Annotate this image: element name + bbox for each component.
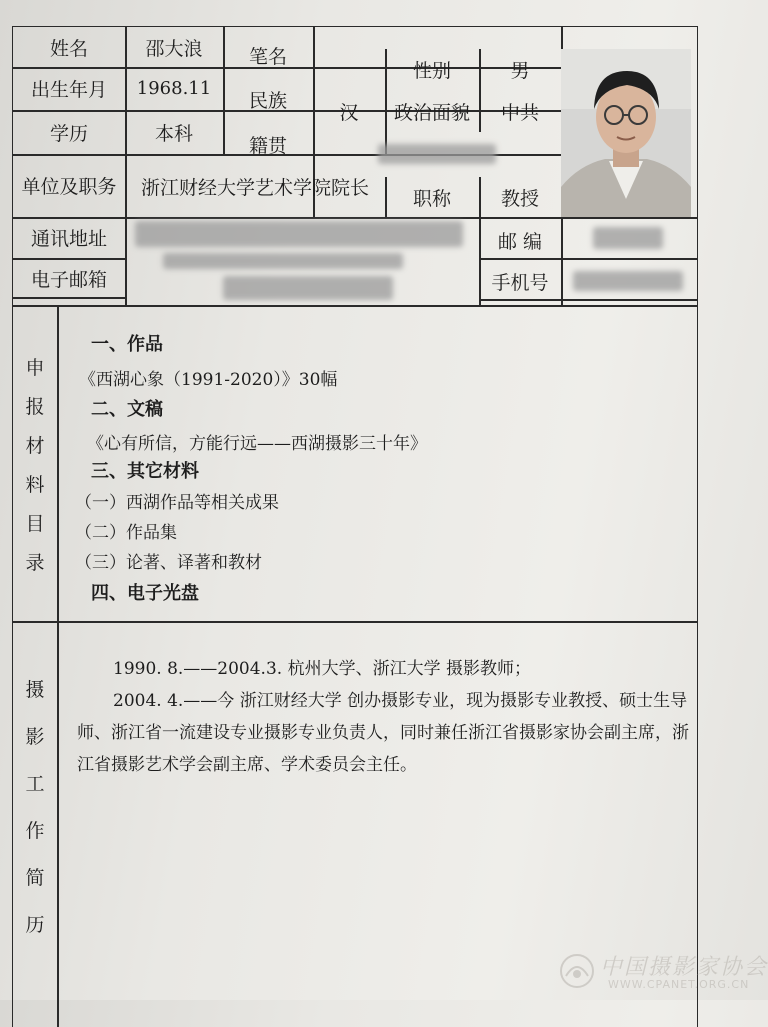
gender-value: 男 xyxy=(510,59,530,82)
materials-heading-char: 目 xyxy=(25,513,45,535)
other-materials-title: 三、其它材料 xyxy=(91,461,199,482)
name-value: 邵大浪 xyxy=(145,37,203,60)
materials-heading-char: 材 xyxy=(25,435,45,457)
phone-label: 手机号 xyxy=(491,271,549,294)
title-value: 教授 xyxy=(500,187,539,210)
political-value: 中共 xyxy=(500,101,539,124)
manuscript-title: 二、文稿 xyxy=(91,399,163,420)
resume-heading-char: 简 xyxy=(25,867,45,889)
resume-text xyxy=(77,653,697,781)
pen-name-label: 笔名 xyxy=(248,45,287,68)
email-label: 电子邮箱 xyxy=(30,268,107,291)
other-materials-item: （一）西湖作品等相关成果 xyxy=(75,493,279,513)
address-value-redacted-2 xyxy=(163,253,403,269)
gender-label: 性别 xyxy=(412,59,451,82)
title-label: 职称 xyxy=(412,187,451,210)
resume-heading-char: 历 xyxy=(25,914,45,936)
email-value-redacted xyxy=(223,276,393,300)
postcode-label: 邮 编 xyxy=(497,230,543,253)
materials-heading-char: 申 xyxy=(25,357,45,379)
education-label: 学历 xyxy=(49,122,88,145)
works-item: 《西湖心象（1991-2020）》30幅 xyxy=(79,370,338,390)
resume-heading-char: 摄 xyxy=(25,679,45,701)
political-label: 政治面貌 xyxy=(393,101,470,124)
ethnicity-label: 民族 xyxy=(248,89,287,112)
resume-heading xyxy=(13,667,57,949)
materials-heading-char: 料 xyxy=(25,474,45,496)
materials-heading-char: 报 xyxy=(25,396,45,418)
cpa-logo-icon xyxy=(558,952,596,990)
watermark-text: 中国摄影家协会 xyxy=(600,955,768,980)
resume-heading-char: 工 xyxy=(25,773,45,795)
resume-entry: 2004. 4.——今 浙江财经大学 创办摄影专业，现为摄影专业教授、硕士生导师、浙江省一流建设专业摄影专业负责人，同时兼任浙江省摄影家协会副主席，浙江省摄影艺术学会副主席、学术委员会主任。 xyxy=(77,691,689,775)
hometown-label: 籍贯 xyxy=(248,134,287,157)
portrait-photo xyxy=(561,49,691,217)
materials-heading xyxy=(13,349,57,583)
works-title: 一、作品 xyxy=(91,334,163,355)
other-materials-item: （二）作品集 xyxy=(75,523,177,543)
resume-heading-char: 作 xyxy=(25,820,45,842)
name-label: 姓名 xyxy=(49,37,88,60)
application-form xyxy=(12,26,698,1027)
unit-value: 浙江财经大学艺术学院院长 xyxy=(140,176,369,199)
ethnicity-value: 汉 xyxy=(339,101,359,124)
birth-label: 出生年月 xyxy=(30,79,107,101)
phone-value-redacted xyxy=(573,271,683,291)
unit-label: 单位及职务 xyxy=(21,176,117,198)
education-value: 本科 xyxy=(154,122,193,145)
portrait-image xyxy=(561,49,691,217)
address-value-redacted xyxy=(135,221,463,247)
watermark-url: WWW.CPANET.ORG.CN xyxy=(608,978,750,991)
birth-value: 1968.11 xyxy=(136,78,212,99)
watermark xyxy=(558,948,768,998)
disc-title: 四、电子光盘 xyxy=(91,583,199,604)
materials-heading-char: 录 xyxy=(25,552,45,574)
hometown-value-redacted xyxy=(378,144,496,164)
manuscript-item: 《心有所信，方能行远——西湖摄影三十年》 xyxy=(87,434,427,454)
resume-heading-char: 影 xyxy=(25,726,45,748)
resume-entry: 1990. 8.——2004.3. 杭州大学、浙江大学 摄影教师； xyxy=(113,659,531,679)
postcode-value-redacted xyxy=(593,227,663,249)
other-materials-item: （三）论著、译著和教材 xyxy=(75,553,262,573)
address-label: 通讯地址 xyxy=(30,228,107,250)
